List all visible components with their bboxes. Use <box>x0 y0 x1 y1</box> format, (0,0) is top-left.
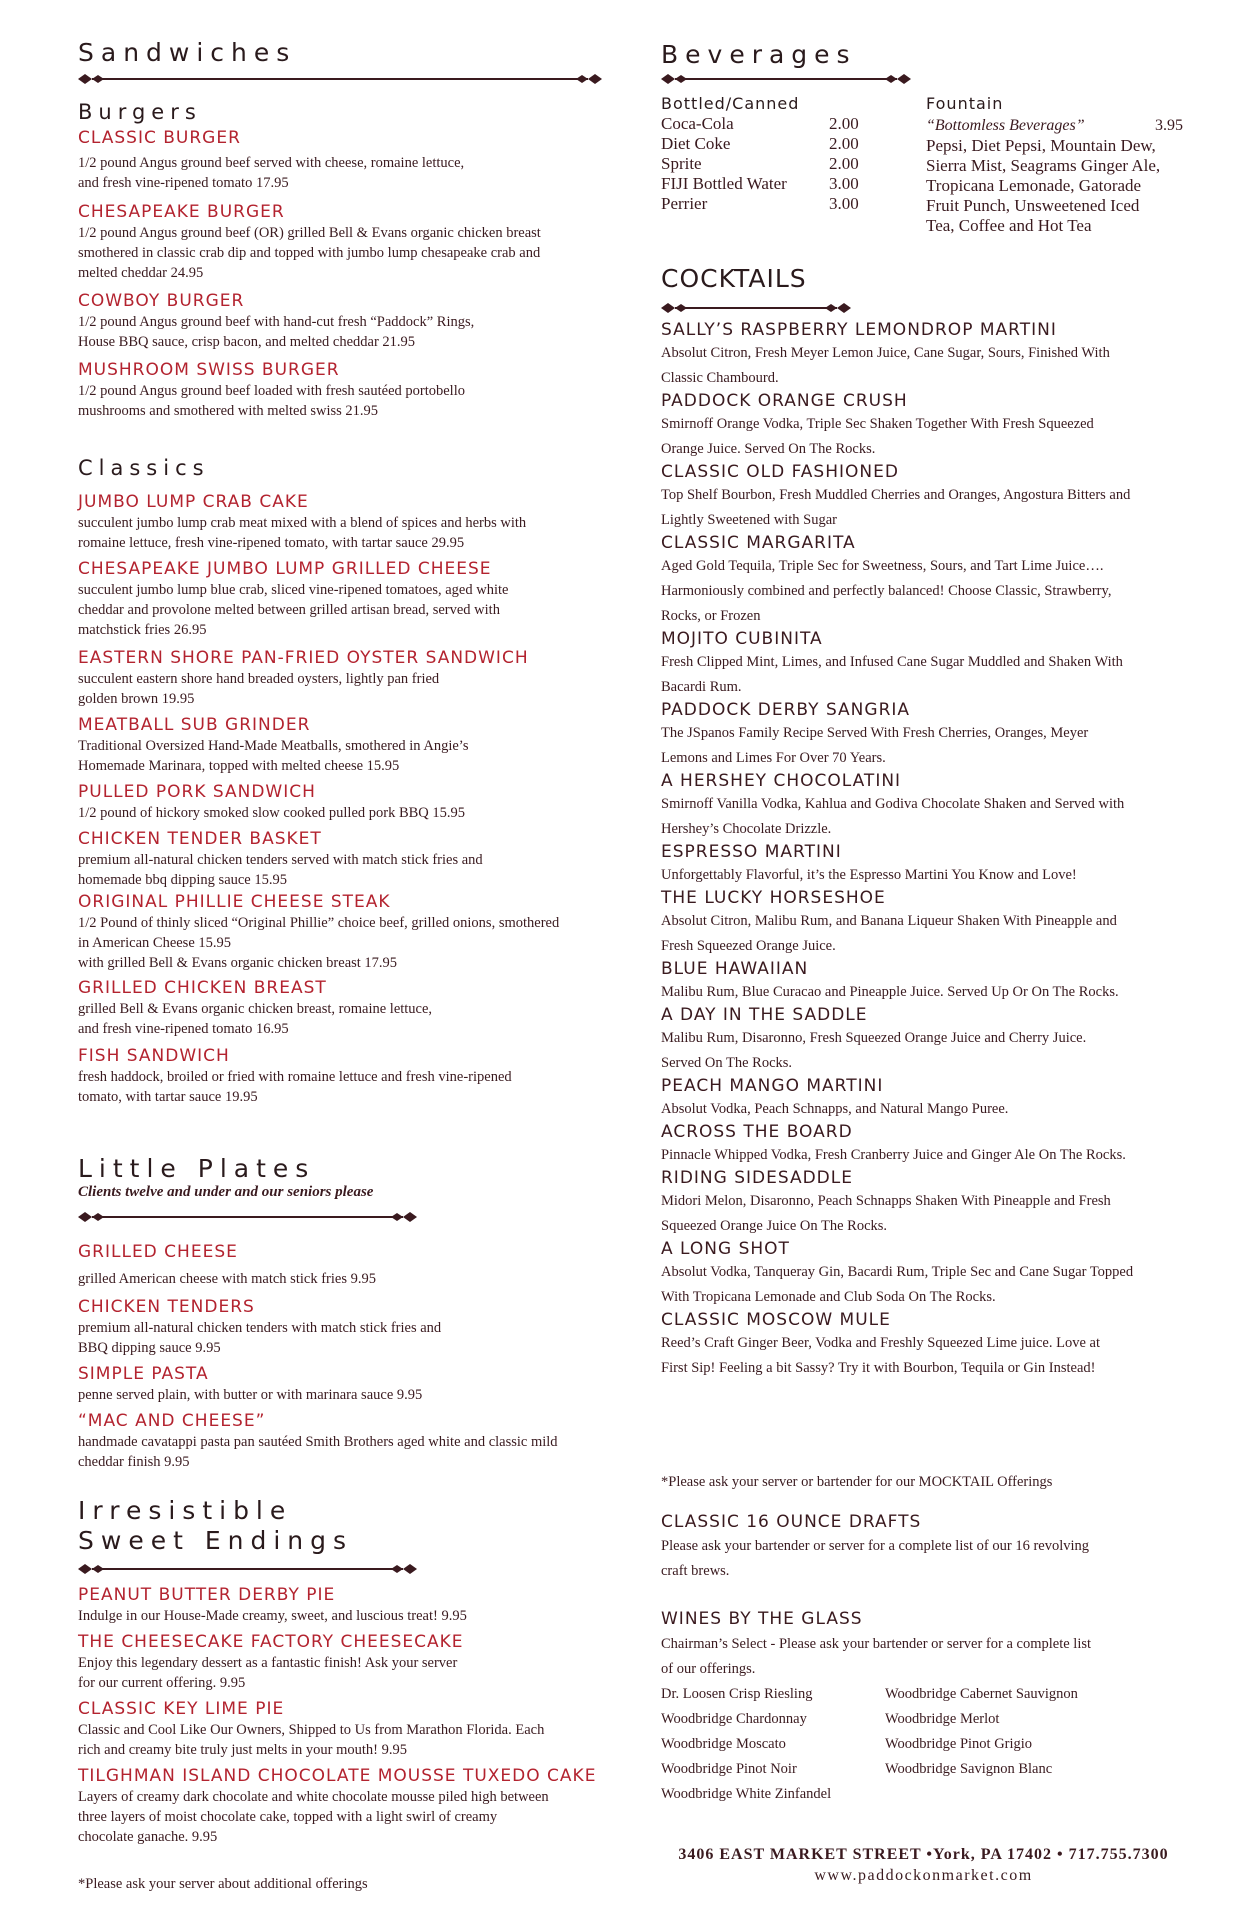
ornament-divider-icon <box>661 299 851 317</box>
menu-item <box>78 978 643 1039</box>
classics-heading-text: Classics <box>78 456 210 480</box>
menu-item <box>78 492 643 553</box>
menu-item-name: A LONG SHOT <box>661 1239 790 1259</box>
sweet-heading-line-1: Irresistible <box>78 1496 293 1525</box>
wine-item: Woodbridge Pinot Noir <box>661 1761 797 1777</box>
menu-item-description: Absolut Vodka, Tanqueray Gin, Bacardi Rum, Triple Sec and Cane Sugar Topped With Tropicana Lemonade and Club Soda On The Rocks. <box>661 1264 1134 1305</box>
menu-item <box>78 291 638 352</box>
menu-item-description: premium all-natural chicken tenders served with match stick fries and homemade bbq dipping sauce 15.95 <box>78 852 483 888</box>
menu-item <box>78 1585 643 1626</box>
menu-item-name: CHICKEN TENDER BASKET <box>78 829 322 849</box>
fountain-label: Fountain <box>926 94 1004 113</box>
menu-item-name: ACROSS THE BOARD <box>661 1122 853 1142</box>
menu-item-description: Absolut Citron, Malibu Rum, and Banana Liqueur Shaken With Pineapple and Fresh Squeezed Orange Juice. <box>661 913 1117 954</box>
menu-item <box>661 533 1191 629</box>
menu-item <box>78 1242 643 1289</box>
little-plates-list <box>78 1242 643 1472</box>
menu-item <box>661 462 1191 533</box>
menu-item-description: succulent eastern shore hand breaded oysters, lightly pan fried golden brown 19.95 <box>78 671 440 707</box>
menu-item <box>78 360 638 421</box>
menu-item <box>661 320 1191 391</box>
bottled-name: Sprite <box>661 154 702 173</box>
sandwiches-heading <box>78 38 296 67</box>
menu-item-description: Layers of creamy dark chocolate and white chocolate mousse piled high between three layers of moist chocolate cake, topped with a light swirl of creamy chocolate ganache. 9.95 <box>78 1789 549 1845</box>
classics-list <box>78 492 643 1107</box>
bottled-price: 2.00 <box>829 114 859 133</box>
menu-item-name: SIMPLE PASTA <box>78 1364 209 1384</box>
bottled-row <box>661 154 881 174</box>
menu-item <box>78 1632 643 1693</box>
menu-item-name: FISH SANDWICH <box>78 1046 230 1066</box>
ornament-divider-icon <box>78 70 603 88</box>
menu-item <box>78 1766 643 1847</box>
footer-website: www.paddockonmarket.com <box>814 1867 1033 1884</box>
menu-item <box>78 559 643 640</box>
menu-item-description: Pinnacle Whipped Vodka, Fresh Cranberry Juice and Ginger Ale On The Rocks. <box>661 1147 1126 1163</box>
menu-item-name: ORIGINAL PHILLIE CHEESE STEAK <box>78 892 391 912</box>
menu-item-name: COWBOY BURGER <box>78 291 245 311</box>
menu-item-name: MUSHROOM SWISS BURGER <box>78 360 340 380</box>
ornament-divider-icon <box>661 70 911 88</box>
menu-item-name: CHESAPEAKE BURGER <box>78 202 285 222</box>
menu-item <box>78 892 643 973</box>
menu-item-name: PADDOCK ORANGE CRUSH <box>661 391 908 411</box>
wine-item: Woodbridge Pinot Grigio <box>885 1736 1033 1752</box>
menu-item-name: MEATBALL SUB GRINDER <box>78 715 311 735</box>
menu-item <box>78 782 643 823</box>
menu-item <box>78 648 643 709</box>
menu-item <box>661 771 1191 842</box>
menu-item <box>661 842 1191 888</box>
menu-item-name: PADDOCK DERBY SANGRIA <box>661 700 911 720</box>
ornament-divider-icon <box>78 1208 418 1226</box>
menu-item-description: Classic and Cool Like Our Owners, Shipped to Us from Marathon Florida. Each rich and creamy bite truly just melts in your mouth! 9.95 <box>78 1722 545 1758</box>
wine-item: Woodbridge Merlot <box>885 1711 1000 1727</box>
menu-item-description: succulent jumbo lump blue crab, sliced vine-ripened tomatoes, aged white cheddar and provolone melted between grilled artisan bread, served with matchstick fries 26.95 <box>78 582 509 638</box>
drafts-desc: Please ask your bartender or server for a complete list of our 16 revolving craft brews. <box>661 1538 1090 1579</box>
menu-item-description: Midori Melon, Disaronno, Peach Schnapps Shaken With Pineapple and Fresh Squeezed Orange Juice On The Rocks. <box>661 1193 1111 1234</box>
wine-item: Woodbridge Savignon Blanc <box>885 1761 1053 1777</box>
wines-desc: Chairman’s Select - Please ask your bartender or server for a complete list of our offerings. <box>661 1636 1092 1677</box>
menu-item-description: Fresh Clipped Mint, Limes, and Infused Cane Sugar Muddled and Shaken With Bacardi Rum. <box>661 654 1123 695</box>
menu-item-name: CLASSIC OLD FASHIONED <box>661 462 899 482</box>
menu-item-name: CLASSIC BURGER <box>78 128 241 148</box>
menu-item-name: GRILLED CHEESE <box>78 1242 238 1262</box>
fountain-bottomless-row <box>926 116 1191 136</box>
sweet-endings-heading <box>78 1496 353 1556</box>
bottled-row <box>661 194 881 214</box>
drafts-title: CLASSIC 16 OUNCE DRAFTS <box>661 1512 922 1532</box>
menu-item-name: CHICKEN TENDERS <box>78 1297 255 1317</box>
bottled-list <box>661 114 881 214</box>
burgers-heading <box>78 100 202 124</box>
menu-item-description: Smirnoff Orange Vodka, Triple Sec Shaken Together With Fresh Squeezed Orange Juice. Served On The Rocks. <box>661 416 1094 457</box>
menu-item-name: EASTERN SHORE PAN-FRIED OYSTER SANDWICH <box>78 648 529 668</box>
menu-item-description: Traditional Oversized Hand-Made Meatballs, smothered in Angie’s Homemade Marinara, topped with melted cheese 15.95 <box>78 738 469 774</box>
menu-item <box>661 391 1191 462</box>
menu-item-name: CLASSIC KEY LIME PIE <box>78 1699 285 1719</box>
menu-item-name: CHESAPEAKE JUMBO LUMP GRILLED CHEESE <box>78 559 492 579</box>
menu-item <box>661 1076 1191 1122</box>
menu-item-description: fresh haddock, broiled or fried with romaine lettuce and fresh vine-ripened tomato, with tartar sauce 19.95 <box>78 1069 512 1105</box>
bottled-name: Coca-Cola <box>661 114 734 133</box>
bottled-row <box>661 174 881 194</box>
menu-item-description: 1/2 Pound of thinly sliced “Original Phillie” choice beef, grilled onions, smothered in American Cheese 15.95 with grilled Bell & Evans organic chicken breast 17.95 <box>78 915 560 971</box>
menu-item-name: PEACH MANGO MARTINI <box>661 1076 884 1096</box>
menu-item-name: PULLED PORK SANDWICH <box>78 782 316 802</box>
bottled-row <box>661 134 881 154</box>
sweets-note: *Please ask your server about additional offerings <box>78 1876 368 1892</box>
menu-item <box>661 959 1191 1005</box>
menu-item-name: CLASSIC MOSCOW MULE <box>661 1310 891 1330</box>
wines-col-2 <box>885 1682 1185 1782</box>
menu-item-name: TILGHMAN ISLAND CHOCOLATE MOUSSE TUXEDO CAKE <box>78 1766 597 1786</box>
menu-item-description: 1/2 pound Angus ground beef loaded with fresh sautéed portobello mushrooms and smothered with melted swiss 21.95 <box>78 383 465 419</box>
menu-item-name: “MAC AND CHEESE” <box>78 1411 266 1431</box>
classics-heading <box>78 456 210 480</box>
bottled-price: 3.00 <box>829 174 859 193</box>
menu-item <box>661 700 1191 771</box>
menu-item <box>661 1168 1191 1239</box>
wine-item: Woodbridge White Zinfandel <box>661 1786 832 1802</box>
bottled-label: Bottled/Canned <box>661 94 800 113</box>
menu-item-description: 1/2 pound Angus ground beef with hand-cut fresh “Paddock” Rings, House BBQ sauce, crisp bacon, and melted cheddar 21.95 <box>78 314 475 350</box>
fountain-block <box>926 116 1191 236</box>
menu-item <box>78 1046 643 1107</box>
bottled-row <box>661 114 881 134</box>
menu-item <box>661 1310 1191 1381</box>
menu-item <box>78 202 638 283</box>
bottled-price: 2.00 <box>829 134 859 153</box>
menu-item-name: BLUE HAWAIIAN <box>661 959 809 979</box>
beverages-heading-text: Beverages <box>661 40 857 69</box>
fountain-list: Pepsi, Diet Pepsi, Mountain Dew, Sierra Mist, Seagrams Ginger Ale, Tropicana Lemonade, Gatorade Fruit Punch, Unsweetened Iced Tea, Coffee and Hot Tea <box>926 136 1161 235</box>
menu-item-description: handmade cavatappi pasta pan sautéed Smith Brothers aged white and classic mild cheddar finish 9.95 <box>78 1434 558 1470</box>
menu-item-name: ESPRESSO MARTINI <box>661 842 842 862</box>
menu-item-description: premium all-natural chicken tenders with match stick fries and BBQ dipping sauce 9.95 <box>78 1320 442 1356</box>
menu-item-description: penne served plain, with butter or with marinara sauce 9.95 <box>78 1387 423 1403</box>
menu-item <box>661 1005 1191 1076</box>
menu-item-description: Absolut Vodka, Peach Schnapps, and Natural Mango Puree. <box>661 1101 1009 1117</box>
menu-item-description: Reed’s Craft Ginger Beer, Vodka and Freshly Squeezed Lime juice. Love at First Sip! Feeling a bit Sassy? Try it with Bourbon, Tequila or Gin Instead! <box>661 1335 1100 1376</box>
menu-item-name: THE CHEESECAKE FACTORY CHEESECAKE <box>78 1632 464 1652</box>
mocktail-note: *Please ask your server or bartender for our MOCKTAIL Offerings <box>661 1474 1053 1490</box>
fountain-price: 3.95 <box>1155 117 1183 134</box>
footer-address: 3406 EAST MARKET STREET •York, PA 17402 • 717.755.7300 <box>678 1846 1169 1863</box>
bottled-name: FIJI Bottled Water <box>661 174 787 193</box>
menu-item-description: The JSpanos Family Recipe Served With Fresh Cherries, Oranges, Meyer Lemons and Limes For Over 70 Years. <box>661 725 1089 766</box>
wine-item: Woodbridge Cabernet Sauvignon <box>885 1686 1078 1702</box>
menu-item <box>78 1699 643 1760</box>
bottled-price: 2.00 <box>829 154 859 173</box>
sandwiches-heading-text: Sandwiches <box>78 38 297 67</box>
menu-item <box>78 715 643 776</box>
menu-item <box>78 1297 643 1358</box>
bottled-price: 3.00 <box>829 194 859 213</box>
menu-item-name: JUMBO LUMP CRAB CAKE <box>78 492 309 512</box>
menu-item-description: Smirnoff Vanilla Vodka, Kahlua and Godiva Chocolate Shaken and Served with Hershey’s Chocolate Drizzle. <box>661 796 1125 837</box>
menu-item-description: succulent jumbo lump crab meat mixed with a blend of spices and herbs with romaine lettuce, fresh vine-ripened tomato, with tartar sauce 29.95 <box>78 515 527 551</box>
menu-item-description: Top Shelf Bourbon, Fresh Muddled Cherries and Oranges, Angostura Bitters and Lightly Sweetened with Sugar <box>661 487 1131 528</box>
bottled-name: Perrier <box>661 194 708 213</box>
menu-item-description: 1/2 pound Angus ground beef (OR) grilled Bell & Evans organic chicken breast smothered in classic crab dip and topped with jumbo lump chesapeake crab and melted cheddar 24.95 <box>78 225 541 281</box>
menu-item-description: grilled American cheese with match stick fries 9.95 <box>78 1271 376 1287</box>
menu-item-name: RIDING SIDESADDLE <box>661 1168 853 1188</box>
menu-item-name: A DAY IN THE SADDLE <box>661 1005 868 1025</box>
sweets-list <box>78 1585 643 1847</box>
beverages-heading <box>661 40 857 69</box>
menu-item-description: Malibu Rum, Blue Curacao and Pineapple Juice. Served Up Or On The Rocks. <box>661 984 1119 1000</box>
menu-item-name: MOJITO CUBINITA <box>661 629 823 649</box>
wine-item: Woodbridge Moscato <box>661 1736 786 1752</box>
cocktails-heading: COCKTAILS <box>661 264 807 293</box>
menu-item-description: Enjoy this legendary dessert as a fantastic finish! Ask your server for our current offering. 9.95 <box>78 1655 458 1691</box>
menu-item-name: PEANUT BUTTER DERBY PIE <box>78 1585 336 1605</box>
menu-item <box>78 829 643 890</box>
wines-col-1 <box>661 1682 881 1807</box>
menu-item-name: GRILLED CHICKEN BREAST <box>78 978 327 998</box>
little-plates-heading-text: Little Plates <box>78 1154 316 1183</box>
menu-item <box>78 1364 643 1405</box>
little-plates-heading <box>78 1154 315 1183</box>
menu-item <box>661 1122 1191 1168</box>
menu-item-description: Unforgettably Flavorful, it’s the Espresso Martini You Know and Love! <box>661 867 1077 883</box>
cocktails-list <box>661 320 1191 1381</box>
sweet-heading-line-2: Sweet Endings <box>78 1526 354 1555</box>
menu-item-description: Indulge in our House-Made creamy, sweet, and luscious treat! 9.95 <box>78 1608 467 1624</box>
wines-title: WINES BY THE GLASS <box>661 1609 863 1629</box>
wine-item: Dr. Loosen Crisp Riesling <box>661 1686 813 1702</box>
menu-item-description: Absolut Citron, Fresh Meyer Lemon Juice, Cane Sugar, Sours, Finished With Classic Chambourd. <box>661 345 1110 386</box>
ornament-divider-icon <box>78 1560 418 1578</box>
menu-item-name: A HERSHEY CHOCOLATINI <box>661 771 902 791</box>
menu-item-description: 1/2 pound of hickory smoked slow cooked pulled pork BBQ 15.95 <box>78 805 466 821</box>
menu-item <box>661 629 1191 700</box>
menu-item-description: Malibu Rum, Disaronno, Fresh Squeezed Orange Juice and Cherry Juice. Served On The Rocks. <box>661 1030 1087 1071</box>
menu-item-description: grilled Bell & Evans organic chicken breast, romaine lettuce, and fresh vine-ripened tomato 16.95 <box>78 1001 433 1037</box>
little-plates-subtitle: Clients twelve and under and our seniors please <box>78 1184 374 1200</box>
menu-item <box>661 1239 1191 1310</box>
menu-item-name: SALLY’S RASPBERRY LEMONDROP MARTINI <box>661 320 1057 340</box>
menu-item-description: Aged Gold Tequila, Triple Sec for Sweetness, Sours, and Tart Lime Juice…. Harmoniously combined and perfectly balanced! Choose Classic, Strawberry, Rocks, or Frozen <box>661 558 1112 624</box>
burgers-list <box>78 128 638 421</box>
menu-item <box>78 1411 643 1472</box>
burgers-heading-text: Burgers <box>78 100 202 124</box>
menu-item-name: THE LUCKY HORSESHOE <box>661 888 886 908</box>
bottled-name: Diet Coke <box>661 134 731 153</box>
menu-item-name: CLASSIC MARGARITA <box>661 533 856 553</box>
menu-item-description: 1/2 pound Angus ground beef served with cheese, romaine lettuce, and fresh vine-ripened tomato 17.95 <box>78 155 465 191</box>
menu-item <box>661 888 1191 959</box>
wine-item: Woodbridge Chardonnay <box>661 1711 807 1727</box>
menu-item <box>78 128 638 193</box>
fountain-bottomless: “Bottomless Beverages” <box>926 117 1085 134</box>
